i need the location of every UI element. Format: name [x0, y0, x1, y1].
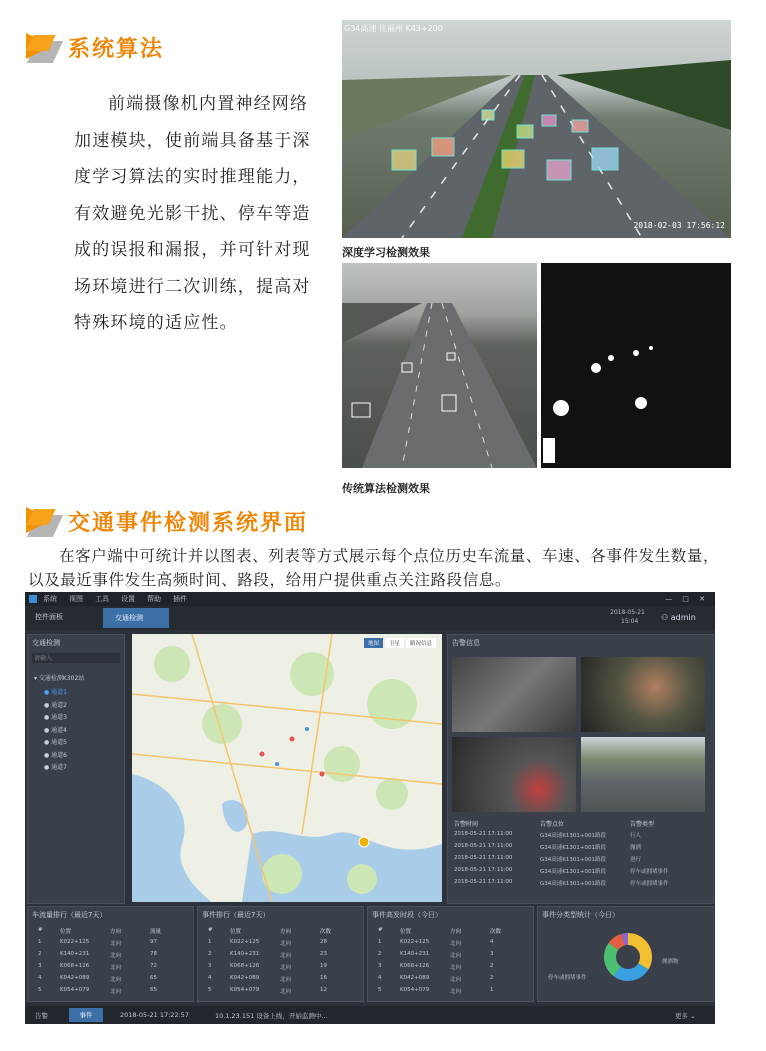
- video-feed-4[interactable]: [581, 737, 705, 812]
- section-title: 交通事件检测系统界面: [68, 511, 309, 536]
- status-time: 2018-05-21 17:22:57: [120, 1011, 190, 1019]
- table-row: 5 K054+079 北向 65: [38, 987, 157, 995]
- table-row: 3 K068+126 北向 72: [38, 963, 157, 971]
- pie-label: 停车或拥堵事件: [548, 975, 587, 981]
- alarm-table: 告警时间 告警点位 告警类型 2018-05-21 17:11:00 G34高速K1301+001路段 行人 2018-05-21 17:11:00 G34高速K1301+001路段 抛洒 2018-05-21 17:11:00 G34高速K1301+001路段 逆行 2018-05-21 17:11:00 G34高速K1301+001路段 停车或拥堵事件 2018-05-21 17:11:00 G34高速K1301+001路段 停车或拥堵事件: [454, 819, 709, 891]
- user-account[interactable]: ⚇ admin: [661, 613, 696, 622]
- menu-item[interactable]: 系统: [43, 595, 57, 603]
- panel-title: 告警信息: [452, 639, 480, 647]
- tree-item[interactable]: ● 通道7: [44, 764, 67, 771]
- clock-date: 2018-05-21: [610, 609, 645, 616]
- table-row: 2 K140+231 北向 78: [38, 951, 157, 959]
- alarm-panel: [447, 634, 714, 904]
- photo-timestamp: 2018-02-03 17:56:12: [633, 221, 725, 230]
- status-tab-event[interactable]: 事件: [69, 1008, 103, 1022]
- event-type-pie-panel: [537, 906, 714, 1002]
- table-row[interactable]: 2018-05-21 17:11:00 G34高速K1301+001路段 停车或拥堵事件: [454, 867, 669, 875]
- section-bullet-icon: [26, 507, 60, 537]
- table-row: 2 K140+231 北向 3: [378, 951, 494, 959]
- ui-paragraph: 在客户端中可统计并以图表、列表等方式展示每个点位历史车流量、车速、各事件发生数量，以及最近事件发生高频时间、路段，给用户提供重点关注路段信息。: [28, 547, 720, 589]
- video-feed-3[interactable]: [452, 737, 576, 812]
- table-row: 4 K042+089 北向 65: [38, 975, 157, 983]
- map-view[interactable]: [132, 634, 442, 902]
- pie-chart: [600, 929, 656, 985]
- menu-item[interactable]: 视图: [69, 595, 83, 603]
- menu-item[interactable]: 工具: [95, 595, 109, 603]
- traffic-ranking-panel: [27, 906, 194, 1002]
- tree-item[interactable]: ● 通道5: [44, 739, 67, 746]
- section-header-ui: [26, 506, 308, 537]
- search-input[interactable]: 请输入: [32, 653, 120, 663]
- menu-item[interactable]: 设置: [121, 595, 135, 603]
- tree-item[interactable]: ● 通道3: [44, 714, 67, 721]
- panel-title: 车流量排行（最近7天）: [32, 911, 107, 919]
- video-feed-1[interactable]: [452, 657, 576, 732]
- stats-table: # 位置 方向 流量 1 K022+125 北向 97 2 K140+231 北向 78 3 K068+126 北向 72 4 K042+089 北向 65 5 K054+079 北向 65: [38, 927, 188, 999]
- panel-title: 事件排行（最近7天）: [202, 911, 270, 919]
- table-row: 1 K022+125 北向 28: [208, 939, 327, 947]
- algorithm-paragraph: 前端摄像机内置神经网络加速模块，使前端具备基于深度学习算法的实时推理能力，有效避免光影干扰、停车等造成的误报和漏报，并可针对现场环境进行二次训练，提高对特殊环境的适应性。: [74, 94, 311, 333]
- more-button[interactable]: 更多 ⌄: [675, 1012, 696, 1020]
- tree-item[interactable]: ● 通道4: [44, 726, 67, 734]
- tree-items: [44, 687, 67, 775]
- tree-root[interactable]: ▾ 交通检测K302站: [34, 675, 85, 682]
- user-icon: ⚇: [661, 613, 671, 622]
- camera-label: G34高速 往福州 K43+200: [344, 24, 443, 33]
- clock-time: 15:04: [621, 618, 639, 625]
- map-button-traffic[interactable]: 路况信息: [406, 638, 436, 648]
- map-button-map[interactable]: 地图: [364, 638, 383, 648]
- device-tree-panel: [27, 634, 125, 904]
- tree-item[interactable]: ● 通道2: [44, 701, 67, 709]
- tab-traffic-active[interactable]: 交通检测: [103, 608, 169, 628]
- section-header-algorithm: [26, 32, 164, 63]
- status-tab-alarm[interactable]: 告警: [35, 1012, 48, 1020]
- dashboard-screenshot: [25, 592, 715, 1024]
- deep-learning-detection-photo: [342, 20, 731, 238]
- table-row: 4 K042+089 北向 16: [208, 975, 327, 983]
- video-feed-2[interactable]: [581, 657, 705, 732]
- map-button-satellite[interactable]: 卫星: [385, 638, 404, 648]
- panel-title: 交通检测: [32, 639, 60, 647]
- menu-item[interactable]: 帮助: [147, 595, 161, 603]
- event-ranking-panel: [197, 906, 364, 1002]
- table-row: 1 K022+125 北向 97: [38, 939, 157, 947]
- peak-time-panel: [367, 906, 534, 1002]
- panel-title: 事件高发时段（今日）: [372, 911, 442, 919]
- table-row: 4 K042+089 北向 2: [378, 975, 494, 983]
- tree-item[interactable]: ● 通道6: [44, 751, 67, 759]
- table-row: 5 K054+079 北向 1: [378, 987, 494, 995]
- table-row: 1 K022+125 北向 4: [378, 939, 494, 947]
- menu-item[interactable]: 插件: [173, 595, 187, 603]
- table-row: 5 K054+079 北向 12: [208, 987, 327, 995]
- tree-item[interactable]: ● 通道1: [44, 689, 67, 696]
- window-controls-icon[interactable]: — □ ✕: [665, 595, 709, 603]
- tab-control-panel[interactable]: 控件面板: [35, 613, 63, 621]
- traditional-grayscale-photo: [342, 263, 537, 468]
- pie-label: 抛洒物: [662, 959, 679, 965]
- table-row: 2 K140+231 北向 23: [208, 951, 327, 959]
- caption-deep-learning: 深度学习检测效果: [342, 246, 430, 259]
- menu-bar: [25, 592, 715, 606]
- traditional-binary-mask-photo: [541, 263, 731, 468]
- caption-traditional: 传统算法检测效果: [342, 482, 430, 495]
- app-logo-icon: [29, 595, 37, 603]
- table-row[interactable]: 2018-05-21 17:11:00 G34高速K1301+001路段 逆行: [454, 855, 642, 863]
- section-bullet-icon: [26, 33, 60, 63]
- table-row[interactable]: 2018-05-21 17:11:00 G34高速K1301+001路段 抛洒: [454, 843, 642, 851]
- tab-bar: [25, 606, 715, 630]
- status-message: 10.1.23.151 设备上线，开始监测中…: [215, 1012, 328, 1020]
- panel-title: 事件分类型统计（今日）: [542, 911, 619, 919]
- status-bar: [25, 1006, 715, 1024]
- table-row: 3 K068+126 北向 2: [378, 963, 494, 971]
- table-row[interactable]: 2018-05-21 17:11:00 G34高速K1301+001路段 行人: [454, 831, 642, 839]
- table-row: 3 K068+126 北向 19: [208, 963, 327, 971]
- stats-table: # 位置 方向 次数 1 K022+125 北向 28 2 K140+231 北向 23 3 K068+126 北向 19 4 K042+089 北向 16 5 K054+079 北向 12: [208, 927, 358, 999]
- table-row[interactable]: 2018-05-21 17:11:00 G34高速K1301+001路段 停车或拥堵事件: [454, 879, 669, 887]
- stats-table: # 位置 方向 次数 1 K022+125 北向 4 2 K140+231 北向 3 3 K068+126 北向 2 4 K042+089 北向 2 5 K054+079 北向 1: [378, 927, 528, 999]
- section-title: 系统算法: [68, 37, 165, 62]
